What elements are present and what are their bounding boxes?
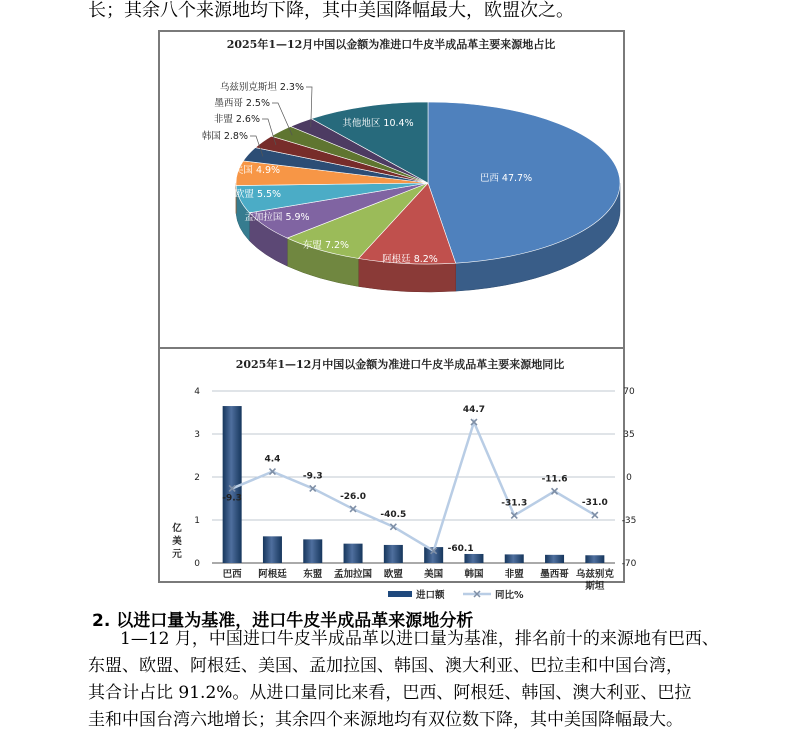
bar-7 bbox=[505, 554, 524, 563]
left-axis-label-char: 美 bbox=[172, 536, 182, 547]
yoy-data-label: -26.0 bbox=[340, 491, 367, 502]
bar-8 bbox=[545, 555, 564, 563]
yoy-data-label: 44.7 bbox=[462, 405, 486, 416]
bar-2 bbox=[303, 539, 322, 563]
legend-bar-label: 进口额 bbox=[416, 590, 445, 601]
paragraph-line-3: 其合计占比 91.2%。从进口量同比来看，巴西、阿根廷、韩国、澳大利亚、巴拉 bbox=[88, 683, 692, 703]
left-tick-label: 1 bbox=[194, 516, 200, 526]
right-tick-label: 35 bbox=[623, 430, 635, 440]
pie-label-4: 欧盟 5.5% bbox=[234, 189, 282, 200]
body-paragraph bbox=[88, 626, 748, 734]
pie-label-5: 美国 4.9% bbox=[233, 165, 281, 176]
paragraph-line-2: 东盟、欧盟、阿根廷、美国、孟加拉国、韩国、澳大利亚、巴拉圭和中国台湾， bbox=[88, 656, 683, 676]
yoy-data-label: -9.3 bbox=[222, 493, 242, 504]
bar-4 bbox=[384, 545, 403, 563]
section-heading: 2. 以进口量为基准，进口牛皮半成品革来源地分析 bbox=[92, 611, 474, 631]
bar-9 bbox=[585, 555, 604, 563]
yoy-data-label: -9.3 bbox=[302, 471, 323, 482]
pie-label-9: 乌兹别克斯坦 2.3% bbox=[219, 82, 304, 93]
yoy-line bbox=[232, 422, 595, 551]
category-label: 巴西 bbox=[222, 569, 242, 580]
yoy-data-label: -31.0 bbox=[581, 498, 608, 509]
paragraph-line-4: 圭和中国台湾六地增长；其余四个来源地均有双位数下降，其中美国降幅最大。 bbox=[88, 710, 683, 730]
right-tick-label: 70 bbox=[623, 387, 635, 397]
category-label: 非盟 bbox=[504, 569, 524, 580]
category-label: 韩国 bbox=[464, 569, 484, 580]
paragraph-line-1: 1—12 月，中国进口牛皮半成品革以进口量为基准，排名前十的来源地有巴西、 bbox=[120, 629, 719, 649]
yoy-data-label: 4.4 bbox=[264, 454, 281, 465]
bar-1 bbox=[263, 536, 282, 563]
category-label: 乌兹别克 bbox=[575, 569, 614, 580]
category-label: 阿根廷 bbox=[258, 569, 287, 580]
bar-6 bbox=[464, 554, 483, 563]
category-label: 孟加拉国 bbox=[334, 569, 373, 580]
category-label: 墨西哥 bbox=[540, 569, 569, 580]
pie-label-1: 阿根廷 8.2% bbox=[382, 254, 438, 265]
bar-3 bbox=[344, 544, 363, 563]
combo-chart-title: 2025年1—12月中国以金额为准进口牛皮半成品革主要来源地同比 bbox=[235, 358, 565, 371]
right-tick-label: -35 bbox=[621, 516, 637, 526]
right-tick-label: 0 bbox=[626, 473, 632, 483]
yoy-data-label: -60.1 bbox=[447, 543, 474, 554]
pie-label-2: 东盟 7.2% bbox=[302, 240, 350, 251]
yoy-data-label: -40.5 bbox=[380, 509, 407, 520]
left-axis-label-char: 亿 bbox=[172, 523, 182, 534]
pie-label-0: 巴西 47.7% bbox=[479, 173, 533, 184]
category-label: 东盟 bbox=[303, 569, 323, 580]
category-label: 美国 bbox=[424, 569, 444, 580]
combo-chart bbox=[172, 387, 636, 601]
yoy-data-label: -11.6 bbox=[541, 474, 568, 485]
left-tick-label: 4 bbox=[194, 387, 200, 397]
right-tick-label: -70 bbox=[621, 559, 637, 569]
pie-label-6: 韩国 2.8% bbox=[201, 131, 248, 142]
left-tick-label: 2 bbox=[194, 473, 200, 483]
legend-line-label: 同比% bbox=[495, 590, 524, 601]
category-label: 斯坦 bbox=[585, 581, 605, 592]
yoy-data-label: -31.3 bbox=[501, 498, 528, 509]
top-text-line: 长；其余八个来源地均下降，其中美国降幅最大，欧盟次之。 bbox=[88, 0, 574, 21]
pie-chart-title: 2025年1—12月中国以金额为准进口牛皮半成品革主要来源地占比 bbox=[226, 38, 556, 51]
legend-bar-swatch bbox=[388, 591, 412, 597]
pie-label-10: 其他地区 10.4% bbox=[342, 118, 414, 129]
category-label: 欧盟 bbox=[383, 569, 403, 580]
left-tick-label: 0 bbox=[194, 559, 200, 569]
pie-label-7: 非盟 2.6% bbox=[213, 114, 260, 125]
pie-label-3: 孟加拉国 5.9% bbox=[244, 212, 310, 223]
left-axis-label-char: 元 bbox=[172, 549, 182, 560]
left-tick-label: 3 bbox=[194, 430, 200, 440]
pie-label-8: 墨西哥 2.5% bbox=[214, 98, 270, 109]
